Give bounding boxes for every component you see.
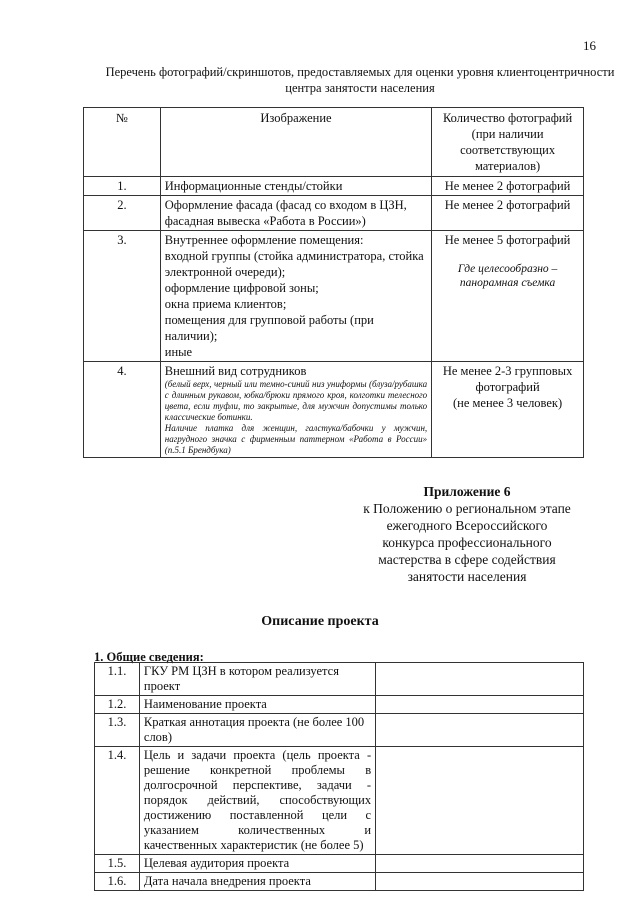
- count-text: Не менее 2-3 групповых фотографий: [442, 364, 573, 394]
- appendix-heading: Приложение 6: [423, 484, 511, 499]
- row-count: Не менее 2 фотографий: [432, 177, 584, 196]
- row-num: 1.4.: [95, 747, 140, 855]
- row-label: Дата начала внедрения проекта: [139, 873, 375, 891]
- header-num: №: [84, 108, 161, 177]
- row-label: Краткая аннотация проекта (не более 100 слов): [139, 714, 375, 747]
- table-row: [84, 177, 584, 196]
- row-num: 1.6.: [95, 873, 140, 891]
- count-text: Не менее 5 фотографий: [444, 233, 571, 247]
- row-value-cell: [376, 873, 584, 891]
- row-image: [160, 231, 431, 362]
- table-row: [84, 231, 584, 362]
- appendix-line: мастерства в сфере содействия: [378, 552, 556, 567]
- accessories-detail: Наличие платка для женщин, галстука/бабочки у мужчин, нагрудного значка с фирменным паттерном «Работа в России» (п.5.1 Брендбука): [164, 423, 428, 455]
- row-value-cell: [376, 663, 584, 696]
- row-num: 3.: [84, 231, 161, 362]
- appendix-line: ежегодного Всероссийского: [386, 518, 548, 533]
- panorama-note: Где целесообразно – панорамная съемка: [457, 263, 558, 289]
- appendix-line: к Положению о региональном этапе: [363, 501, 571, 516]
- row-image: Оформление фасада (фасад со входом в ЦЗН, фасадная вывеска «Работа в России»): [160, 196, 431, 231]
- row-num: 4.: [84, 362, 161, 458]
- table-row: [95, 747, 584, 855]
- project-title: Описание проекта: [261, 614, 379, 629]
- table-row: [95, 855, 584, 873]
- row-num: 2.: [84, 196, 161, 231]
- row-value-cell: [376, 855, 584, 873]
- table-row: [84, 196, 584, 231]
- row-value-cell: [376, 714, 584, 747]
- row-num: 1.1.: [95, 663, 140, 696]
- row-num: 1.3.: [95, 714, 140, 747]
- row-num: 1.2.: [95, 696, 140, 714]
- row-label: Цель и задачи проекта (цель проекта - решение конкретной проблемы в долгосрочной перспективе, задачи - порядок действий, способствующих достижению поставленной цели с указанием количественных и качественных характеристик (не более 5): [139, 747, 375, 855]
- appendix-block: [352, 483, 582, 585]
- image-line: оформление цифровой зоны;: [164, 281, 319, 295]
- image-line: входной группы (стойка администратора, стойка электронной очереди);: [164, 249, 424, 279]
- header-count: Количество фотографий (при наличии соответствующих материалов): [432, 108, 584, 177]
- photos-list-title: Перечень фотографий/скриншотов, предоставляемых для оценки уровня клиентоцентричности центра занятости населения: [105, 65, 615, 95]
- page-number: 16: [583, 38, 596, 53]
- row-label: ГКУ РМ ЦЗН в котором реализуется проект: [139, 663, 375, 696]
- table-row: [95, 873, 584, 891]
- table-row: [95, 696, 584, 714]
- general-info-heading: 1. Общие сведения:: [94, 650, 204, 664]
- appendix-line: занятости населения: [407, 569, 527, 584]
- row-count: [432, 231, 584, 362]
- table-row: [95, 714, 584, 747]
- table-row: [95, 663, 584, 696]
- dress-code-detail: (белый верх, черный или темно-синий низ униформы (блуза/рубашка с длинным рукавом, юбка/брюки прямого кроя, колготки телесного цвета, если туфли, то закрытые, для мужчин допустимы только классические ботинки.: [164, 379, 428, 422]
- row-image: [160, 362, 431, 458]
- image-line: Внутреннее оформление помещения:: [164, 233, 364, 247]
- project-table: [94, 662, 584, 891]
- row-label: Наименование проекта: [139, 696, 375, 714]
- row-num: 1.5.: [95, 855, 140, 873]
- header-image: Изображение: [160, 108, 431, 177]
- image-line: окна приема клиентов;: [164, 297, 287, 311]
- photos-table-header: [84, 108, 584, 177]
- image-line: помещения для групповой работы (при наличии);: [164, 313, 374, 343]
- image-line: иные: [164, 345, 193, 359]
- staff-appearance-label: Внешний вид сотрудников: [164, 364, 307, 378]
- row-count: [432, 362, 584, 458]
- row-count: Не менее 2 фотографий: [432, 196, 584, 231]
- table-row: [84, 362, 584, 458]
- count-subtext: (не менее 3 человек): [452, 396, 563, 410]
- row-value-cell: [376, 696, 584, 714]
- appendix-line: конкурса профессионального: [382, 535, 552, 550]
- row-label: Целевая аудитория проекта: [139, 855, 375, 873]
- photos-table: [83, 107, 584, 458]
- row-num: 1.: [84, 177, 161, 196]
- row-value-cell: [376, 747, 584, 855]
- row-image: Информационные стенды/стойки: [160, 177, 431, 196]
